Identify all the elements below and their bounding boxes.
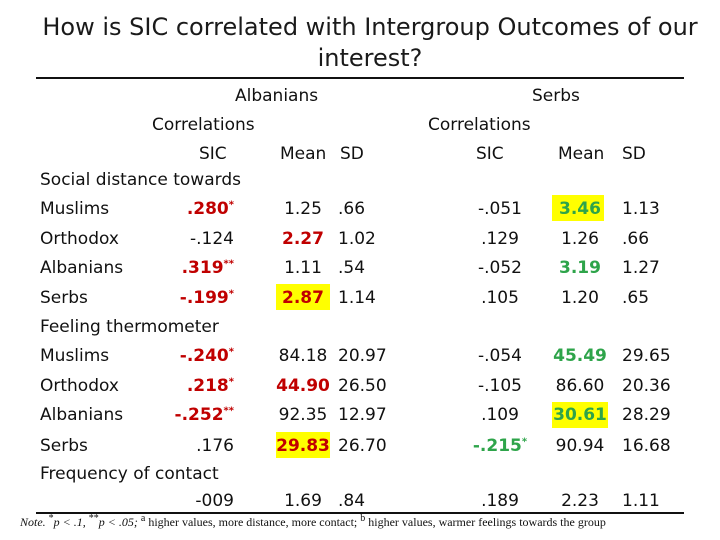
srb-mean-cell	[552, 490, 608, 512]
alb-mean-cell	[276, 404, 330, 426]
alb-mean-value: 1.69	[284, 491, 322, 511]
srb-correlation-cell	[450, 198, 550, 220]
alb-mean-cell	[276, 490, 330, 512]
srb-correlation-value: -.052	[478, 258, 522, 278]
alb-sd-cell	[338, 490, 388, 512]
alb-sd-cell	[338, 287, 388, 309]
srb-mean-cell	[552, 345, 608, 367]
srb-mean-value: 45.49	[553, 346, 607, 366]
srb-sd-cell	[622, 345, 682, 367]
alb-correlation-cell	[150, 375, 234, 397]
alb-sd-cell	[338, 228, 388, 250]
significance-marker: **	[223, 258, 234, 270]
srb-correlation-cell	[450, 435, 550, 457]
srb-correlation-cell	[450, 404, 550, 426]
table-note: Note. *p < .1, **p < .05; $^a$ higher values, more distance, more contact; $^b$ higher values, warmer feelings towards the group	[20, 513, 606, 529]
alb-sd-value: 1.02	[338, 229, 376, 249]
row-label-value: Albanians	[40, 405, 124, 425]
slide-title: How is SIC correlated with Intergroup Outcomes of our interest?	[42, 13, 698, 72]
header-sd-serbs: SD	[622, 144, 646, 164]
alb-sd-value: 1.14	[338, 288, 376, 308]
alb-sd-cell	[338, 257, 388, 279]
significance-marker: *	[228, 199, 234, 211]
srb-mean-value: 2.23	[561, 491, 599, 511]
srb-mean-cell	[552, 404, 608, 426]
srb-correlation-cell	[450, 287, 550, 309]
srb-sd-cell	[622, 198, 682, 220]
alb-sd-value: 20.97	[338, 346, 387, 366]
header-sic-albanians: SIC	[199, 144, 227, 164]
srb-mean-cell	[552, 198, 608, 220]
alb-correlation-cell	[150, 198, 234, 220]
srb-mean-value: 30.61	[553, 405, 607, 425]
srb-sd-value: 20.36	[622, 376, 671, 396]
row-label-cell	[40, 257, 160, 279]
srb-mean-value: 3.19	[559, 258, 601, 278]
srb-correlation-cell	[450, 375, 550, 397]
alb-sd-value: .54	[338, 258, 366, 278]
srb-correlation-value: .189	[481, 491, 519, 511]
srb-mean-cell	[552, 435, 608, 457]
alb-mean-cell	[276, 345, 330, 367]
alb-correlation-value: -.124	[190, 229, 234, 249]
alb-mean-cell	[276, 435, 330, 457]
srb-mean-cell	[552, 287, 608, 309]
alb-sd-value: 26.50	[338, 376, 387, 396]
group-albanians: Albanians	[235, 86, 319, 106]
alb-correlation-value: .280	[186, 199, 229, 219]
significance-marker: *	[228, 376, 234, 388]
srb-sd-cell	[622, 435, 682, 457]
section-feeling-thermometer: Feeling thermometer	[40, 317, 219, 337]
srb-mean-value: 1.20	[561, 288, 599, 308]
srb-sd-value: 1.13	[622, 199, 660, 219]
alb-correlation-value: .176	[196, 436, 234, 456]
row-label-value: Muslims	[40, 199, 110, 219]
alb-mean-value: 1.25	[284, 199, 322, 219]
alb-sd-value: 12.97	[338, 405, 387, 425]
row-label-cell	[40, 345, 160, 367]
alb-correlation-value: .319	[181, 258, 224, 278]
srb-mean-value: 3.46	[559, 199, 601, 219]
row-label-cell	[40, 375, 160, 397]
row-label-value: Albanians	[40, 258, 124, 278]
alb-correlation-value: .218	[186, 376, 229, 396]
srb-correlation-value: -.105	[478, 376, 522, 396]
alb-sd-value: .66	[338, 199, 366, 219]
srb-correlation-cell	[450, 228, 550, 250]
srb-sd-value: 16.68	[622, 436, 671, 456]
section-social-distance: Social distance towards	[40, 170, 241, 190]
srb-mean-cell	[552, 375, 608, 397]
srb-sd-value: .66	[622, 229, 650, 249]
alb-mean-cell	[276, 257, 330, 279]
srb-correlation-value: -.051	[478, 199, 522, 219]
srb-mean-value: 90.94	[555, 436, 605, 456]
header-sic-serbs: SIC	[476, 144, 504, 164]
alb-mean-value: 2.27	[282, 229, 324, 249]
srb-correlation-value: -.215	[472, 436, 522, 456]
alb-correlation-value: -.240	[179, 346, 229, 366]
row-label-value: Serbs	[40, 436, 88, 456]
alb-sd-cell	[338, 198, 388, 220]
srb-sd-cell	[622, 287, 682, 309]
srb-sd-value: 29.65	[622, 346, 671, 366]
header-mean-albanians: Mean	[280, 144, 327, 164]
alb-correlation-cell	[150, 345, 234, 367]
srb-mean-cell	[552, 257, 608, 279]
significance-marker: *	[228, 288, 234, 300]
row-label-cell	[40, 404, 160, 426]
header-mean-serbs: Mean	[558, 144, 605, 164]
row-label-value: Muslims	[40, 346, 110, 366]
alb-mean-value: 29.83	[276, 436, 330, 456]
alb-sd-value: .84	[338, 491, 366, 511]
significance-marker: **	[223, 405, 234, 417]
row-label-cell	[40, 435, 160, 457]
srb-mean-value: 86.60	[555, 376, 605, 396]
header-correlations-albanians: Correlations	[152, 115, 255, 135]
alb-correlation-value: -.252	[174, 405, 224, 425]
alb-mean-value: 84.18	[278, 346, 328, 366]
header-correlations-serbs: Correlations	[428, 115, 531, 135]
alb-mean-cell	[276, 228, 330, 250]
alb-mean-value: 44.90	[276, 376, 330, 396]
srb-sd-value: 1.11	[622, 491, 660, 511]
significance-marker: *	[228, 346, 234, 358]
srb-sd-value: 1.27	[622, 258, 660, 278]
alb-mean-value: 2.87	[282, 288, 324, 308]
alb-mean-value: 1.11	[284, 258, 322, 278]
row-label-cell	[40, 228, 160, 250]
srb-sd-cell	[622, 257, 682, 279]
srb-correlation-value: .129	[481, 229, 519, 249]
row-label-value: Orthodox	[40, 376, 119, 396]
top-rule	[36, 77, 684, 79]
header-sd-albanians: SD	[340, 144, 364, 164]
srb-sd-value: 28.29	[622, 405, 671, 425]
srb-correlation-cell	[450, 490, 550, 512]
srb-correlation-value: -.054	[478, 346, 522, 366]
srb-sd-cell	[622, 404, 682, 426]
alb-correlation-value: -009	[195, 491, 234, 511]
srb-correlation-value: .105	[481, 288, 519, 308]
alb-sd-cell	[338, 375, 388, 397]
srb-sd-cell	[622, 375, 682, 397]
alb-correlation-cell	[150, 490, 234, 512]
alb-mean-cell	[276, 198, 330, 220]
alb-mean-cell	[276, 375, 330, 397]
row-label-cell	[40, 198, 160, 220]
alb-correlation-cell	[150, 404, 234, 426]
alb-correlation-cell	[150, 287, 234, 309]
row-label-cell	[40, 287, 160, 309]
alb-mean-cell	[276, 287, 330, 309]
alb-sd-cell	[338, 404, 388, 426]
alb-correlation-cell	[150, 228, 234, 250]
alb-sd-cell	[338, 435, 388, 457]
row-label-value: Serbs	[40, 288, 88, 308]
alb-sd-cell	[338, 345, 388, 367]
srb-mean-value: 1.26	[561, 229, 599, 249]
srb-correlation-cell	[450, 345, 550, 367]
alb-correlation-value: -.199	[179, 288, 229, 308]
srb-correlation-cell	[450, 257, 550, 279]
row-label-value: Orthodox	[40, 229, 119, 249]
alb-mean-value: 92.35	[278, 405, 328, 425]
srb-correlation-value: .109	[481, 405, 519, 425]
srb-sd-cell	[622, 228, 682, 250]
section-frequency-contact: Frequency of contact	[40, 464, 219, 484]
alb-correlation-cell	[150, 257, 234, 279]
alb-correlation-cell	[150, 435, 234, 457]
srb-sd-value: .65	[622, 288, 650, 308]
alb-sd-value: 26.70	[338, 436, 387, 456]
srb-sd-cell	[622, 490, 682, 512]
group-serbs: Serbs	[532, 86, 580, 106]
significance-marker: *	[521, 436, 528, 448]
srb-mean-cell	[552, 228, 608, 250]
